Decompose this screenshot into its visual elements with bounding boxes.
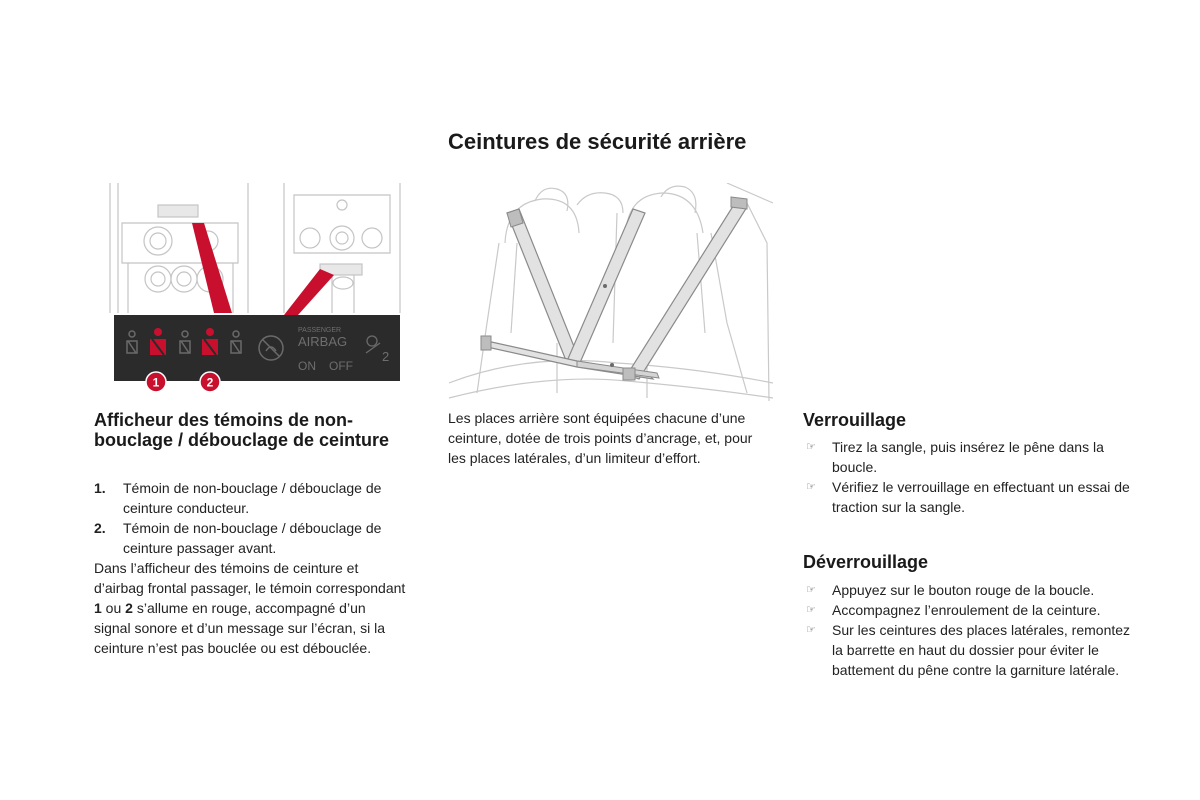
list-item [803,437,1133,477]
list-item [803,620,1133,680]
airbag-off-label: OFF [329,359,353,373]
display-heading: Afficheur des témoins de non-bouclage / débouclage de ceinture [94,410,390,450]
airbag-main-label: AIRBAG [298,334,348,349]
para-text: Dans l’afficheur des témoins de ceinture et d’airbag frontal passager, le témoin correspondant [94,560,406,596]
dashboard-illustration [108,183,404,393]
list-item [94,478,414,518]
para-bold-2: 2 [125,600,133,616]
marker-1 [146,372,166,392]
page-title: Ceintures de sécurité arrière [448,129,747,154]
list-item [94,518,414,558]
unlock-list [803,580,1133,680]
item-text: Témoin de non-bouclage / débouclage de ceinture conducteur. [123,480,382,516]
marker-1-label: 1 [152,375,160,390]
hand-pointer-bullet-icon: ☞ [806,584,816,596]
para-text: s’allume en rouge, accompagné d’un signal sonore et d’un message sur l’écran, si la ceinture n’est pas bouclée ou est débouclée. [94,600,386,656]
dashboard-figure [108,183,404,393]
display-paragraph [94,558,406,658]
item-number: 1. [94,480,106,496]
hand-pointer-bullet-icon: ☞ [806,481,816,493]
item-text: Tirez la sangle, puis insérez le pêne dans la boucle. [832,439,1104,475]
item-text: Vérifiez le verrouillage en effectuant un essai de traction sur la sangle. [832,479,1130,515]
hand-pointer-bullet-icon: ☞ [806,624,816,636]
rear-seat-illustration [447,183,773,401]
rear-belts-paragraph: Les places arrière sont équipées chacune d’une ceinture, dotée de trois points d’ancrage, et, pour les places latérales, d’un limiteur d’effort. [448,410,753,466]
item-text: Accompagnez l’enroulement de la ceinture. [832,602,1101,618]
list-item [803,477,1133,517]
hand-pointer-bullet-icon: ☞ [806,441,816,453]
airbag-on-label: ON [298,359,316,373]
item-text: Appuyez sur le bouton rouge de la boucle. [832,582,1095,598]
para-text: ou [101,600,126,616]
lock-heading: Verrouillage [803,410,907,430]
numbered-list [94,478,414,558]
marker-2-label: 2 [206,375,214,390]
list-item [803,600,1133,620]
left-console-sketch [110,183,248,313]
item-number: 2. [94,520,106,536]
marker-2 [200,372,220,392]
rear-seat-figure [447,183,773,401]
airbag-top-label: PASSENGER [298,327,342,334]
lock-list [803,437,1133,517]
unlock-heading: Déverrouillage [803,552,929,572]
item-text: Témoin de non-bouclage / débouclage de ceinture passager avant. [123,520,382,556]
item-text: Sur les ceintures des places latérales, remontez la barrette en haut du dossier pour éviter le battement du pêne contre la garniture latérale. [832,622,1131,678]
pointer-right [284,269,334,315]
hand-pointer-bullet-icon: ☞ [806,604,816,616]
para-bold-1: 1 [94,600,102,616]
corner-number: 2 [382,349,390,364]
list-item [803,580,1133,600]
pointer-left [192,223,232,313]
rear-seatbelts [481,197,747,380]
